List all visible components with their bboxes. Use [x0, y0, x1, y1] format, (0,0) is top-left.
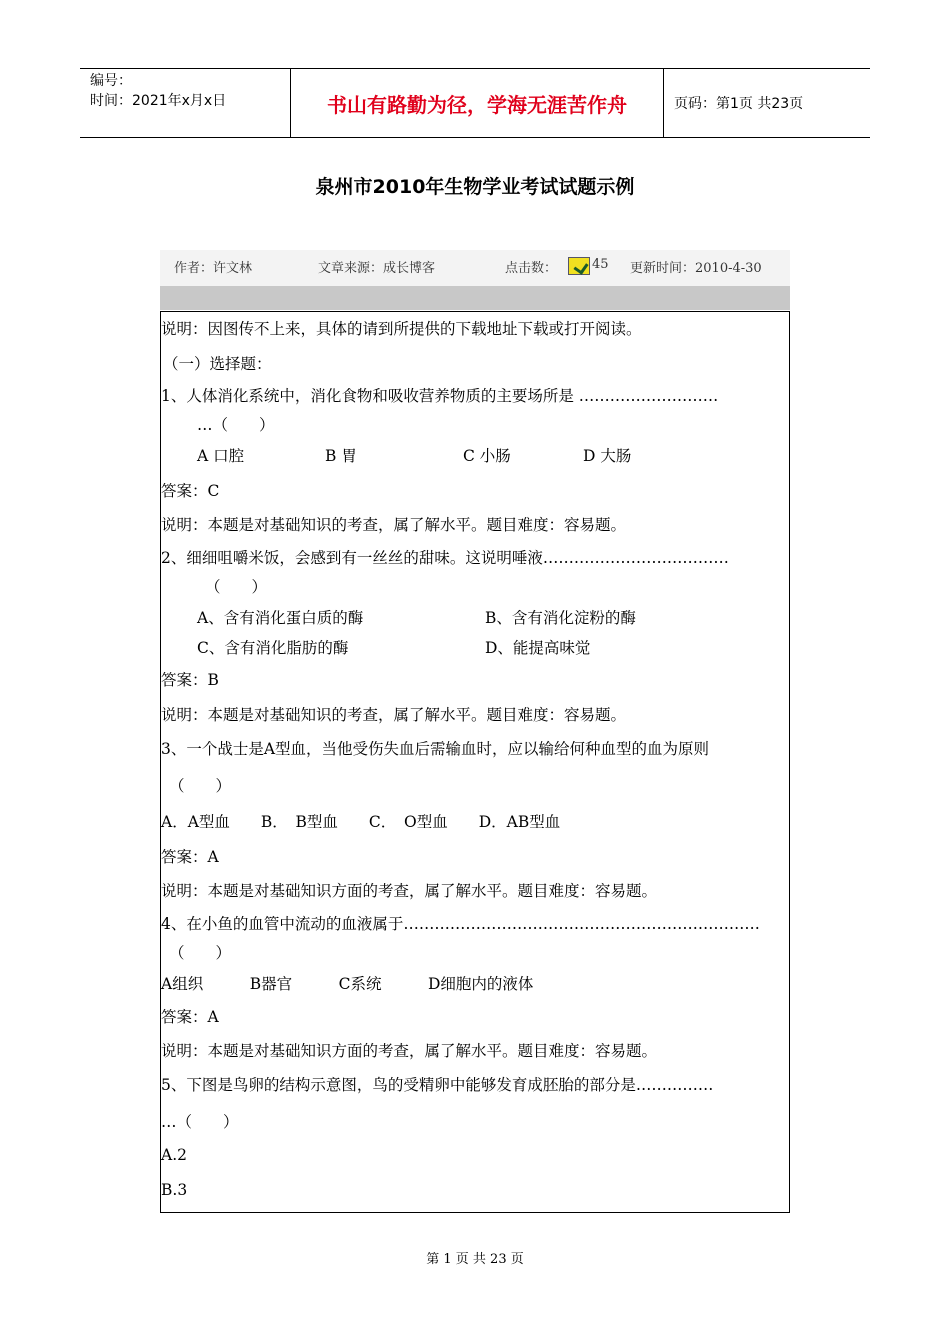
article-author: 作者：许文林 [174, 261, 253, 276]
content-line: B.3 [161, 1181, 188, 1199]
content-line: 答案：A [161, 1008, 219, 1026]
content-line: （一）选择题： [163, 355, 272, 373]
header-left-cell [80, 69, 291, 137]
content-line: 3、一个战士是A型血，当他受伤失血后需输血时，应以输给何种血型的血为原则 [161, 740, 710, 758]
header-page-info: 页码：第1页 共23页 [674, 96, 804, 112]
content-line: 答案：B [161, 671, 219, 689]
page-title: 泉州市2010年生物学业考试试题示例 [315, 176, 635, 198]
page-header [80, 68, 870, 138]
content-line: 答案：C [161, 482, 220, 500]
content-line: 说明：因图传不上来，具体的请到所提供的下载地址下载或打开阅读。 [161, 320, 642, 338]
content-line: 说明：本题是对基础知识方面的考查，属了解水平。题目难度：容易题。 [161, 882, 658, 900]
content-line: …（ ） [161, 1113, 239, 1131]
document-number-label: 编号： [90, 73, 132, 89]
content-line: A、含有消化蛋白质的酶 [197, 609, 364, 627]
article-updated: 更新时间：2010-4-30 [630, 261, 762, 276]
content-line: C 小肠 [463, 447, 511, 465]
content-line: 5、下图是鸟卵的结构示意图，鸟的受精卵中能够发育成胚胎的部分是…………… [161, 1076, 714, 1094]
content-line: 1、人体消化系统中，消化食物和吸收营养物质的主要场所是 ……………………… [161, 387, 719, 405]
content-line: （ ） [169, 777, 232, 795]
meta-divider-bar [160, 286, 790, 310]
content-line: A．A型血 B． B型血 C． O型血 D．AB型血 [161, 813, 561, 831]
content-line: …（ ） [197, 416, 275, 434]
content-line: （ ） [205, 578, 268, 596]
article-content [160, 311, 790, 1213]
content-line: 说明：本题是对基础知识的考查，属了解水平。题目难度：容易题。 [161, 516, 627, 534]
content-line: A 口腔 [197, 447, 245, 465]
content-line: D 大肠 [583, 447, 632, 465]
page-footer: 第 1 页 共 23 页 [426, 1252, 524, 1267]
content-line: 4、在小鱼的血管中流动的血液属于…………………………………………………………… [161, 915, 760, 933]
content-line: 2、细细咀嚼米饭，会感到有一丝丝的甜味。这说明唾液……………………………… [161, 549, 729, 567]
content-line: 答案：A [161, 848, 219, 866]
content-line: A.2 [161, 1146, 187, 1164]
content-line: （ ） [169, 944, 232, 962]
header-motto: 书山有路勤为径，学海无涯苦作舟 [291, 69, 664, 137]
article-meta-bar [160, 250, 790, 286]
content-line: 说明：本题是对基础知识的考查，属了解水平。题目难度：容易题。 [161, 706, 627, 724]
article-clicks-label: 点击数： [505, 261, 558, 276]
content-line: C、含有消化脂肪的酶 [197, 639, 349, 657]
content-line: A组织 B器官 C系统 D细胞内的液体 [161, 975, 534, 993]
content-line: B、含有消化淀粉的酶 [485, 609, 636, 627]
content-line: B 胃 [325, 447, 357, 465]
article-source: 文章来源：成长博客 [318, 261, 436, 276]
content-line: D、能提高味觉 [485, 639, 591, 657]
content-line: 说明：本题是对基础知识方面的考查，属了解水平。题目难度：容易题。 [161, 1042, 658, 1060]
article-clicks-value: 45 [592, 257, 609, 272]
document-date: 时间：2021年x月x日 [90, 93, 227, 109]
clicks-icon [568, 257, 590, 275]
